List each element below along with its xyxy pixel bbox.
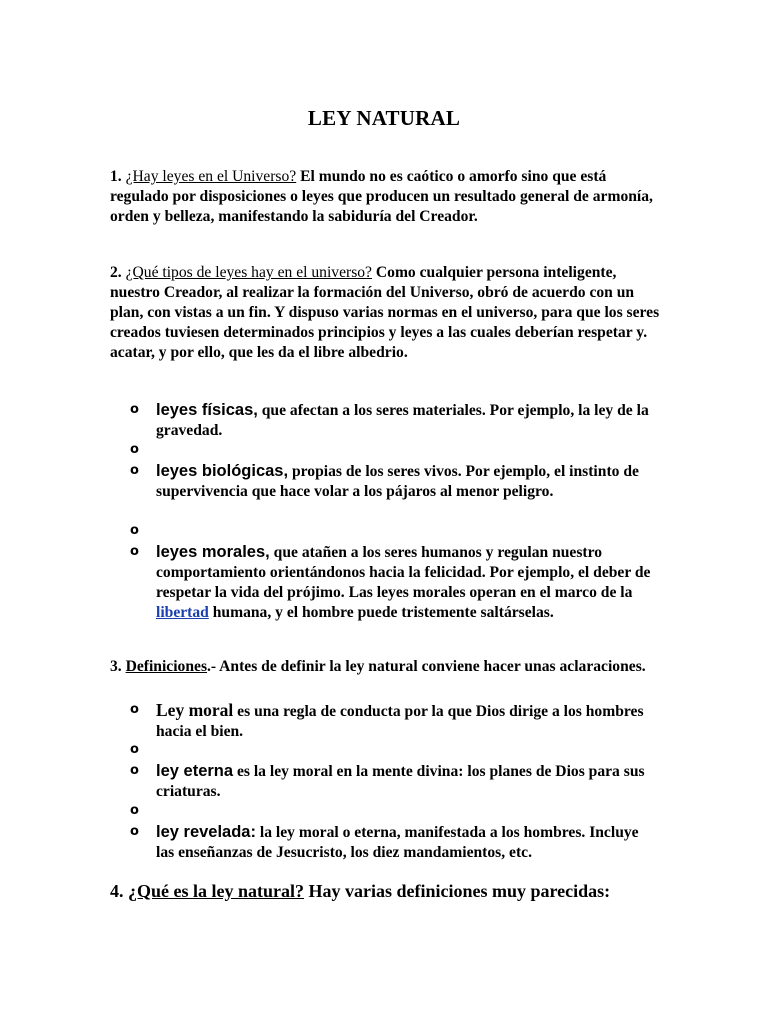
bullet-icon: o	[130, 763, 139, 778]
paragraph-1-number: 1.	[110, 168, 126, 185]
bullet-icon: o	[130, 523, 139, 538]
list-item-term: Ley moral	[156, 700, 234, 720]
libertad-link[interactable]: libertad	[156, 604, 209, 621]
paragraph-3-heading: Definiciones	[125, 658, 208, 675]
paragraph-1-text: El mundo no es caótico o amorfo sino que está regulado por disposiciones o leyes que producen un resultado general de armonía, orden y belleza, manifestando la sabiduría del Creador.	[110, 168, 653, 225]
bullet-icon: o	[130, 742, 139, 757]
paragraph-2-text: Como cualquier persona inteligente, nuestro Creador, al realizar la formación del Universo, obró de acuerdo con un plan, con vistas a un fin. Y dispuso varias normas en el universo, para que los seres creados tuviesen determinados principios y leyes a las cuales deberían respetar y. acatar, y por ello, que les da el libre albedrio.	[110, 264, 660, 361]
paragraph-3	[110, 657, 662, 677]
paragraph-3-text: .- Antes de definir la ley natural conviene hacer unas aclaraciones.	[207, 658, 646, 675]
list-item-term: ley eterna	[156, 762, 234, 780]
list-item-text: que afectan a los seres materiales. Por ejemplo, la ley de la gravedad.	[156, 402, 649, 439]
paragraph-4-question: ¿Qué es la ley natural?	[128, 881, 304, 901]
list-item-empty	[110, 740, 655, 761]
page-title: LEY NATURAL	[307, 106, 461, 130]
list-item-text-end: humana, y el hombre puede tristemente saltárselas.	[208, 604, 554, 621]
paragraph-3-number: 3.	[110, 658, 126, 675]
paragraph-1-question: ¿Hay leyes en el Universo?	[125, 168, 297, 185]
list-item-empty	[110, 521, 655, 542]
definitions-list	[110, 700, 655, 863]
paragraph-4-text: Hay varias definiciones muy parecidas:	[304, 881, 611, 901]
paragraph-2-number: 2.	[110, 264, 126, 281]
bullet-icon: o	[130, 702, 139, 717]
bullet-icon: o	[130, 402, 139, 417]
list-item	[110, 822, 655, 863]
bullet-icon: o	[130, 824, 139, 839]
list-item-text: es la ley moral en la mente divina: los planes de Dios para sus criaturas.	[156, 763, 645, 800]
paragraph-1	[110, 167, 662, 227]
list-item	[110, 400, 655, 440]
list-item-text: es una regla de conducta por la que Dios dirige a los hombres hacia el bien.	[156, 703, 644, 740]
paragraph-4-number: 4.	[110, 881, 128, 901]
list-item-term: ley revelada:	[156, 823, 256, 841]
list-item-term: leyes biológicas,	[156, 462, 289, 480]
list-item	[110, 761, 655, 801]
paragraph-4	[110, 879, 662, 903]
law-types-list	[110, 400, 655, 623]
list-item-empty	[110, 440, 655, 461]
list-item-term: leyes morales,	[156, 543, 270, 561]
list-item-empty	[110, 801, 655, 822]
paragraph-2-question: ¿Qué tipos de leyes hay en el universo?	[125, 264, 372, 281]
paragraph-2	[110, 263, 662, 363]
list-item-text: que atañen a los seres humanos y regulan nuestro comportamiento orientándonos hacia la felicidad. Por ejemplo, el deber de respetar la vida del prójimo. Las leyes morales operan en el marco de la	[156, 544, 651, 601]
bullet-icon: o	[130, 803, 139, 818]
list-item	[110, 542, 655, 623]
list-item-text: propias de los seres vivos. Por ejemplo, el instinto de supervivencia que hace volar a los pájaros al menor peligro.	[156, 463, 639, 500]
list-item-text: la ley moral o eterna, manifestada a los hombres. Incluye las enseñanzas de Jesucristo, los diez mandamientos, etc.	[156, 824, 639, 861]
bullet-icon: o	[130, 463, 139, 478]
list-item-term: leyes físicas,	[156, 401, 258, 419]
list-item	[110, 461, 655, 521]
bullet-icon: o	[130, 544, 139, 559]
list-item	[110, 700, 655, 740]
bullet-icon: o	[130, 442, 139, 457]
